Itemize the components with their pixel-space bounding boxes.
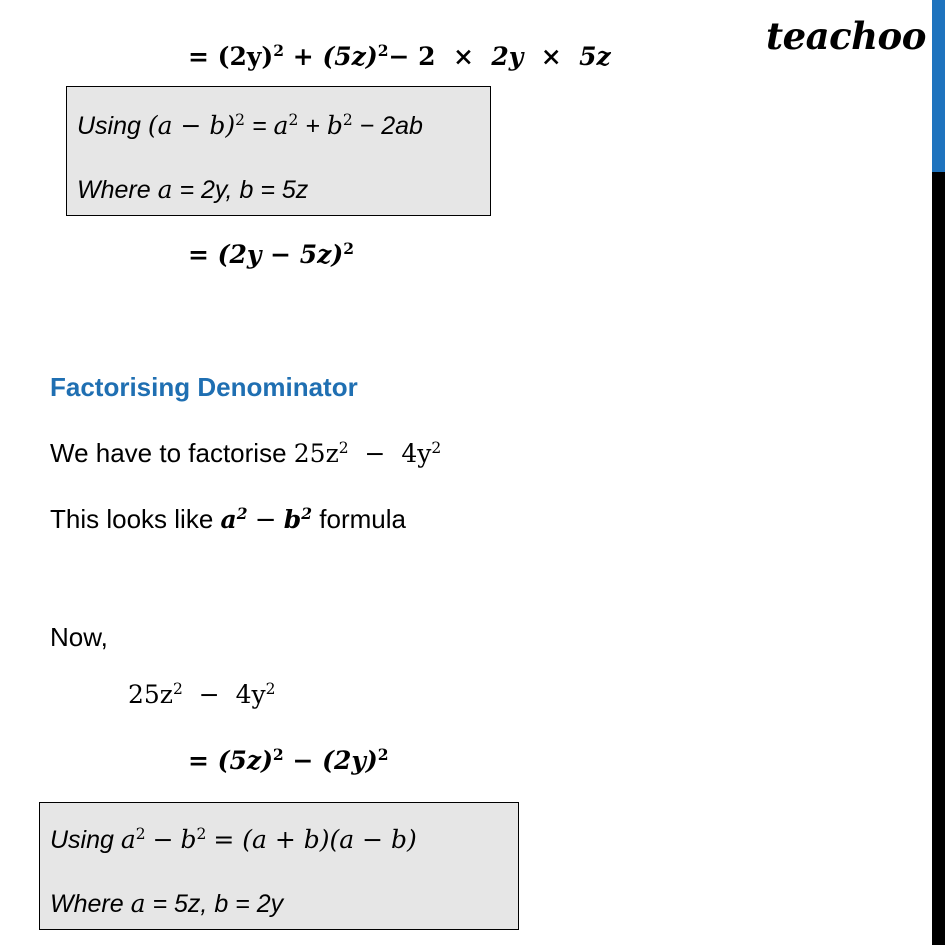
var-b: b (180, 825, 197, 854)
factor-2y: 2y (491, 42, 524, 71)
exponent: 2 (338, 439, 349, 458)
equals-sign: = (188, 42, 209, 71)
exponent: 2 (273, 41, 285, 61)
formula-rhs: = (a + b)(a − b) (213, 825, 417, 854)
term-5z: (5z) (217, 746, 273, 775)
factorise-text: We have to factorise (50, 438, 287, 468)
looks-post-text: formula (319, 504, 406, 534)
factor-5z: 5z (579, 42, 611, 71)
term-4y: 4y (401, 439, 432, 468)
var-a: a (130, 889, 146, 918)
equals-sign: = (188, 746, 209, 775)
term-2y: (2y) (217, 42, 274, 71)
formula-note-box (39, 802, 519, 930)
minus-sign: − (292, 746, 314, 775)
exponent: 2 (301, 504, 313, 524)
minus-sign: − (364, 439, 386, 468)
var-a: a (157, 175, 173, 204)
exponent: 2 (236, 504, 248, 524)
plus-sign: + (292, 42, 314, 71)
exponent: 2 (342, 111, 353, 130)
b-value: = 2y (235, 890, 284, 918)
a-value: = 5z, (152, 890, 208, 918)
exponent: 2 (377, 745, 389, 765)
term-25z: 25z (128, 680, 173, 709)
where-word: Where (77, 176, 151, 204)
exponent: 2 (272, 745, 284, 765)
term-2y: (2y) (322, 746, 378, 775)
times-sign: × (540, 42, 562, 71)
formula-using-line (50, 825, 417, 855)
exponent: 2 (196, 825, 207, 844)
var-b-label: b (214, 890, 229, 918)
exponent: 2 (135, 825, 146, 844)
minus-sign: − (198, 680, 220, 709)
now-label: Now, (50, 622, 108, 652)
coefficient: 2 (418, 42, 436, 71)
equals-sign: = (251, 112, 267, 140)
factorise-line (50, 438, 441, 469)
difference-of-squares-line (188, 746, 389, 775)
exponent: 2 (172, 680, 183, 699)
term-25z: 25z (293, 439, 339, 468)
expansion-line (188, 42, 611, 71)
times-sign: × (453, 42, 474, 71)
looks-pre-text: This looks like (50, 504, 214, 534)
formula-where-line (77, 175, 308, 205)
a-value: = 2y, (179, 176, 233, 204)
exponent: 2 (288, 111, 299, 130)
minus-sign: − (254, 505, 277, 535)
exponent: 2 (343, 239, 354, 259)
plus-sign: + (305, 112, 320, 140)
exponent: 2 (265, 680, 276, 699)
var-a: a (120, 825, 136, 854)
var-b: b (326, 111, 343, 140)
minus-2ab: − 2ab (359, 112, 423, 140)
result-line (188, 240, 354, 269)
factored-expression: (2y − 5z) (217, 240, 344, 269)
var-a: a (273, 111, 289, 140)
var-b: b (283, 505, 302, 534)
exponent: 2 (431, 439, 442, 458)
exponent: 2 (235, 111, 246, 130)
minus-sign: − (152, 825, 174, 854)
denominator-expression (128, 680, 276, 709)
exponent: 2 (377, 41, 389, 61)
term-5z: (5z) (322, 42, 378, 71)
using-word: Using (50, 826, 114, 854)
var-a: a (220, 505, 237, 534)
equals-sign: = (188, 240, 209, 269)
scrollbar-thumb[interactable] (932, 0, 945, 172)
looks-like-line (50, 504, 406, 535)
formula-note-box (66, 86, 491, 216)
section-heading: Factorising Denominator (50, 372, 358, 402)
teachoo-logo: teachoo (766, 14, 926, 58)
term-4y: 4y (235, 680, 266, 709)
formula-where-line (50, 889, 283, 919)
where-word: Where (50, 890, 124, 918)
using-word: Using (77, 112, 141, 140)
formula-using-line (77, 111, 423, 141)
b-value: = 5z (260, 176, 309, 204)
minus-sign: − (388, 42, 410, 71)
formula-lhs: (a − b) (147, 111, 236, 140)
var-b-label: b (239, 176, 254, 204)
